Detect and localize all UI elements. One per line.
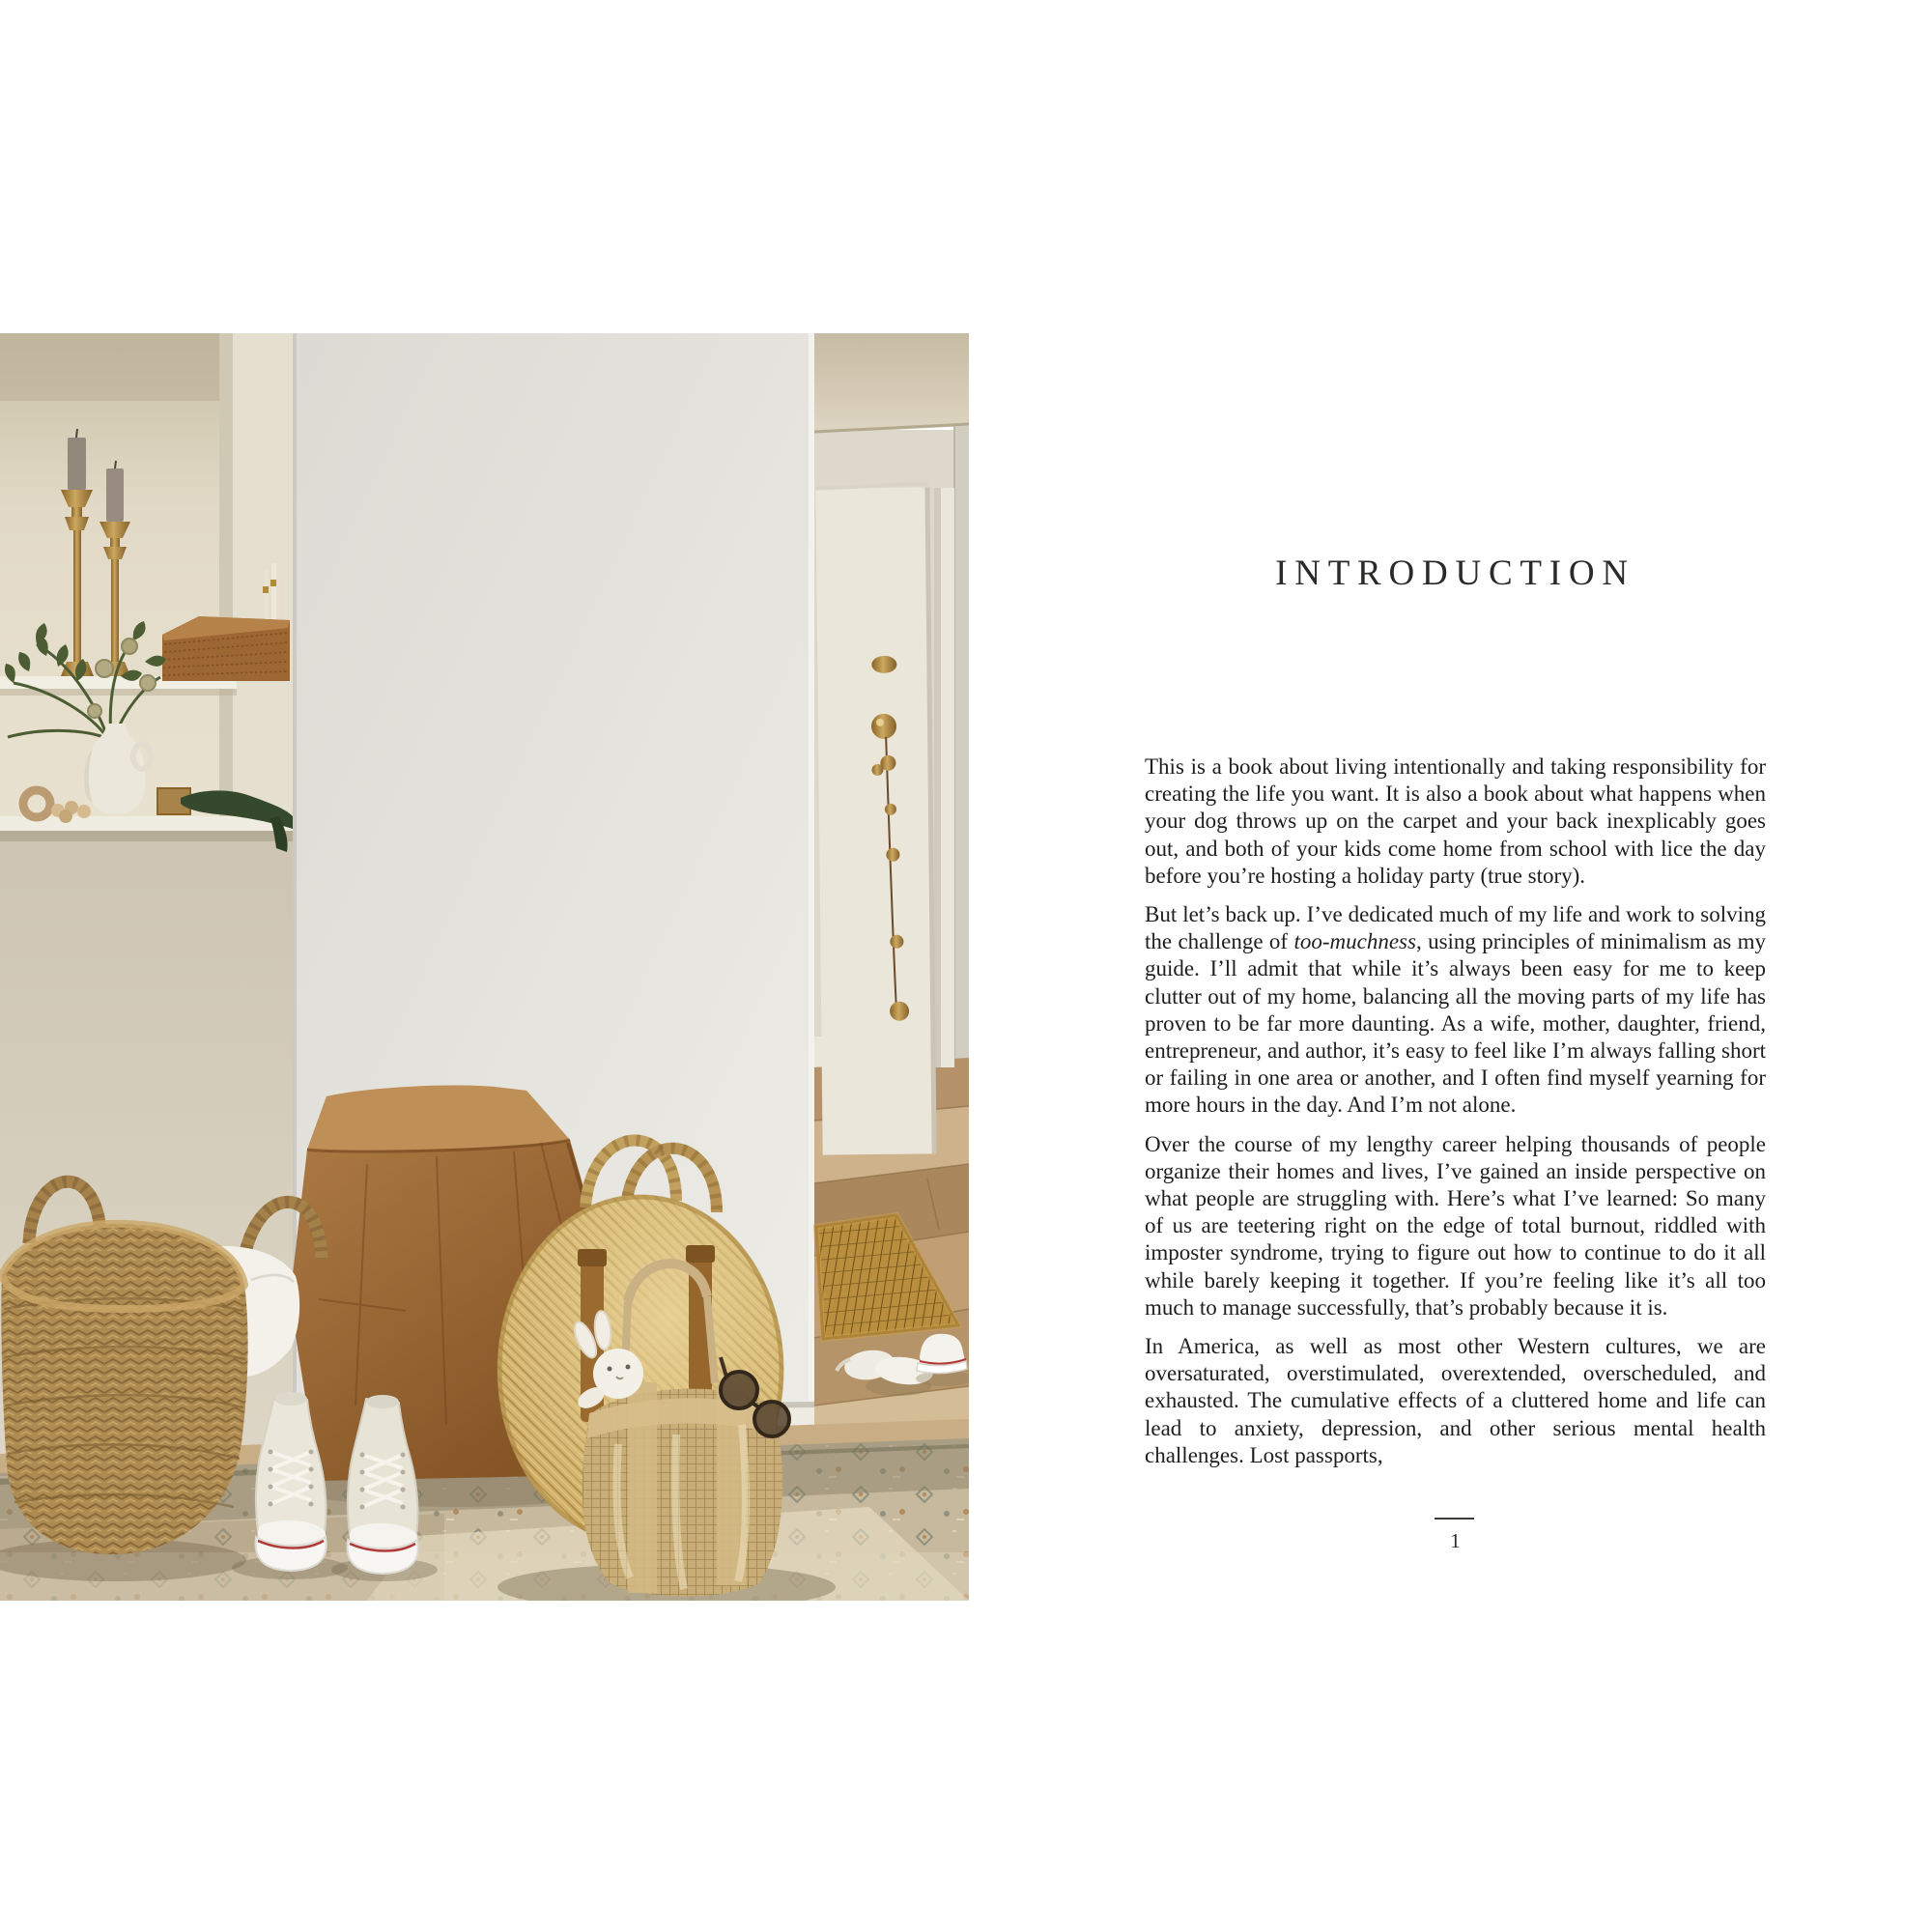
body-paragraph: In America, as well as most other Western cultures, we are oversaturated, overstimulated, overextended, overscheduled, and exhausted. The cumulative effects of a cluttered home and life can lead to anxiety, depression, and other serious mental health challenges. Lost passports, (1145, 1334, 1766, 1467)
entryway-photo (0, 333, 969, 1601)
body-paragraph: Over the course of my lengthy career helping thousands of people organize their homes and lives, I’ve gained an inside perspective on what people are struggling with. Here’s what I’ve learned: So many of us are teetering right on the edge of total burnout, riddled with imposter syndrome, trying to figure out how to continue to do it all while barely keeping it together. If you’re feeling like it’s all too much to manage successfully, that’s probably because it is. (1145, 1131, 1766, 1320)
chapter-title: INTRODUCTION (1275, 554, 1635, 593)
body-paragraph: This is a book about living intentionally and taking responsibility for creating the life you want. It is also a book about what happens when your dog throws up on the carpet and your back inexplicably goes out, and both of your kids come home from school with lice the day before you’re hosting a holiday party (true story). (1145, 754, 1766, 888)
ceiling (814, 333, 969, 434)
page-number-rule (1435, 1518, 1474, 1520)
hallway (814, 333, 969, 1446)
page-number: 1 (1450, 1529, 1461, 1552)
body-text (1145, 753, 1766, 1481)
body-paragraph: But let’s back up. I’ve dedicated much of my life and work to solving the challenge of too-muchness, using principles of minimalism as my guide. I’ll admit that while it’s always been easy for me to keep clutter out of my home, balancing all the moving parts of my life has proven to be far more daunting. As a wife, mother, daughter, friend, entrepreneur, and author, it’s easy to feel like I’m always falling short or failing in one area or another, and I often find myself yearning for more hours in the day. And I’m not alone. (1145, 902, 1767, 1118)
